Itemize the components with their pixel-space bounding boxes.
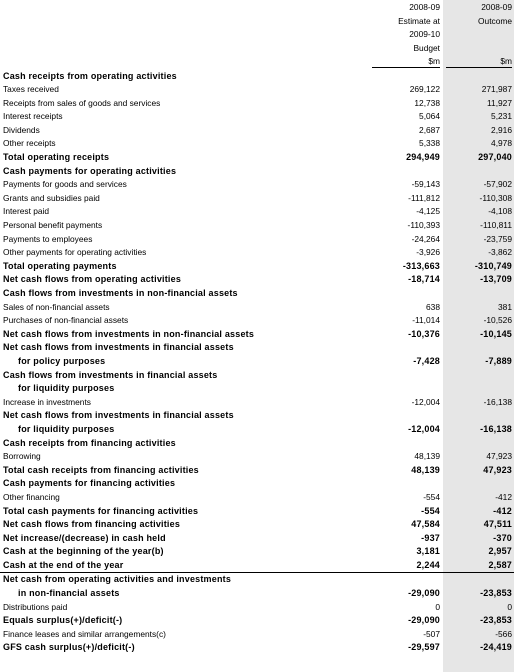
estimate-value: -7,428 — [413, 355, 440, 366]
estimate-value: -18,714 — [408, 274, 440, 285]
estimate-value: -24,264 — [411, 233, 440, 244]
outcome-value: -412 — [493, 505, 512, 516]
table-row — [0, 423, 514, 437]
header-col1-units: $m — [428, 56, 440, 66]
table-row — [0, 273, 514, 287]
row-label: Cash receipts from financing activities — [3, 437, 176, 448]
row-label: for liquidity purposes — [18, 383, 115, 394]
outcome-value: -23,853 — [480, 615, 512, 626]
table-row — [0, 137, 514, 151]
table-row — [0, 518, 514, 532]
outcome-value: -310,749 — [474, 260, 512, 271]
estimate-value: 3,181 — [416, 546, 440, 557]
table-row — [0, 369, 514, 383]
row-label: Total operating receipts — [3, 152, 110, 163]
header-col1-line2: Estimate at — [398, 15, 440, 26]
outcome-value: -10,145 — [480, 328, 512, 339]
table-row — [0, 532, 514, 546]
estimate-value: -110,393 — [407, 220, 440, 231]
estimate-value: -937 — [421, 532, 440, 543]
estimate-value: -29,090 — [408, 615, 440, 626]
estimate-value: -12,004 — [411, 396, 440, 407]
outcome-value: -16,138 — [483, 396, 512, 407]
row-label: Cash payments for operating activities — [3, 165, 177, 176]
row-label: Total operating payments — [3, 260, 117, 271]
row-label: Finance leases and similar arrangements(c) — [3, 628, 166, 639]
row-label: Taxes received — [3, 84, 59, 95]
estimate-value: 2,244 — [416, 559, 440, 570]
table-body — [0, 70, 514, 656]
row-label: Cash flows from investments in financial assets — [3, 369, 218, 380]
estimate-value: 12,738 — [414, 97, 440, 108]
header-col2-units: $m — [500, 56, 512, 66]
estimate-value: 5,064 — [419, 111, 440, 122]
estimate-value: 47,584 — [411, 519, 440, 530]
header-col1-line1: 2008-09 — [409, 2, 440, 12]
table-row — [0, 505, 514, 519]
header-col2-line1: 2008-09 — [481, 2, 512, 12]
table-row — [0, 587, 514, 601]
row-label: Payments for goods and services — [3, 179, 127, 190]
row-label: Other receipts — [3, 138, 56, 149]
estimate-value: -29,597 — [408, 642, 440, 653]
outcome-value: 2,957 — [488, 546, 512, 557]
table-row — [0, 301, 514, 315]
row-label: in non-financial assets — [18, 588, 120, 599]
row-label: Receipts from sales of goods and services — [3, 97, 161, 108]
outcome-value: -110,811 — [480, 220, 512, 231]
row-label: Cash at the beginning of the year(b) — [3, 546, 164, 557]
table-row — [0, 233, 514, 247]
table-row — [0, 641, 514, 655]
estimate-value: 2,687 — [419, 124, 440, 135]
header-row — [0, 27, 514, 41]
table-row — [0, 83, 514, 97]
header-row — [0, 41, 514, 55]
table-row — [0, 287, 514, 301]
row-label: Grants and subsidies paid — [3, 192, 100, 203]
table-row — [0, 491, 514, 505]
table-row — [0, 437, 514, 451]
table-row — [0, 601, 514, 615]
outcome-value: -10,526 — [483, 315, 512, 326]
row-label: Net increase/(decrease) in cash held — [3, 532, 166, 543]
outcome-value: -110,308 — [479, 192, 512, 203]
header-rule-right — [446, 67, 512, 68]
outcome-value: -24,419 — [480, 642, 512, 653]
table-row — [0, 477, 514, 491]
table-row — [0, 219, 514, 233]
table-row — [0, 341, 514, 355]
outcome-value: -4,108 — [488, 206, 512, 217]
table-row — [0, 559, 514, 573]
estimate-value: 0 — [435, 601, 440, 612]
table-row — [0, 314, 514, 328]
estimate-value: -11,014 — [412, 315, 440, 326]
header-col2-line2: Outcome — [478, 15, 512, 26]
table-row — [0, 260, 514, 274]
outcome-value: -57,902 — [483, 179, 512, 190]
row-label: Dividends — [3, 124, 40, 135]
header-row — [0, 14, 514, 28]
row-label: Cash receipts from operating activities — [3, 70, 177, 81]
estimate-value: -111,812 — [408, 192, 440, 203]
table-row — [0, 97, 514, 111]
estimate-value: -10,376 — [408, 328, 440, 339]
table-row — [0, 409, 514, 423]
outcome-value: -7,889 — [485, 355, 512, 366]
row-label: Interest paid — [3, 206, 50, 217]
outcome-value: -370 — [493, 532, 512, 543]
row-label: for liquidity purposes — [18, 423, 115, 434]
row-label: Cash payments for financing activities — [3, 478, 176, 489]
outcome-value: -3,862 — [488, 247, 512, 258]
outcome-value: 0 — [507, 601, 512, 612]
outcome-value: -13,709 — [480, 274, 512, 285]
row-label: Total cash receipts from financing activities — [3, 464, 199, 475]
row-label: Sales of non-financial assets — [3, 301, 110, 312]
estimate-value: -4,125 — [416, 206, 440, 217]
outcome-value: 11,927 — [487, 97, 512, 108]
estimate-value: 638 — [426, 301, 440, 312]
row-label: Payments to employees — [3, 233, 93, 244]
table-row — [0, 205, 514, 219]
header-col1-line4: Budget — [413, 42, 440, 53]
table-row — [0, 614, 514, 628]
outcome-value: 47,923 — [486, 451, 512, 462]
estimate-value: 48,139 — [411, 464, 440, 475]
outcome-value: -23,759 — [483, 233, 512, 244]
estimate-value: -12,004 — [408, 423, 440, 434]
estimate-value: 48,139 — [414, 451, 440, 462]
row-label: GFS cash surplus(+)/deficit(-) — [3, 642, 135, 653]
estimate-value: -313,663 — [402, 260, 440, 271]
table-row — [0, 192, 514, 206]
outcome-value: 2,916 — [491, 124, 512, 135]
estimate-value: -554 — [423, 491, 440, 502]
row-label: Other financing — [3, 491, 60, 502]
row-label: Total cash payments for financing activities — [3, 505, 199, 516]
estimate-value: -29,090 — [408, 588, 440, 599]
outcome-value: -23,853 — [480, 588, 512, 599]
table-row — [0, 355, 514, 369]
estimate-value: -3,926 — [416, 247, 440, 258]
header-rule-left — [372, 67, 440, 68]
row-label: Net cash flows from investments in financial assets — [3, 342, 234, 353]
row-label: for policy purposes — [18, 355, 106, 366]
row-label: Net cash flows from investments in non-financial assets — [3, 328, 255, 339]
table-row — [0, 572, 514, 587]
row-label: Interest receipts — [3, 111, 63, 122]
outcome-value: -566 — [495, 628, 512, 639]
row-label: Other payments for operating activities — [3, 247, 147, 258]
table-row — [0, 382, 514, 396]
row-label: Increase in investments — [3, 396, 91, 407]
row-label: Cash at the end of the year — [3, 559, 124, 570]
row-label: Net cash flows from investments in financial assets — [3, 410, 234, 421]
row-label: Equals surplus(+)/deficit(-) — [3, 615, 123, 626]
row-label: Net cash flows from operating activities — [3, 274, 182, 285]
table-row — [0, 178, 514, 192]
estimate-value: 5,338 — [419, 138, 440, 149]
estimate-value: 294,949 — [406, 152, 440, 163]
table-row — [0, 628, 514, 642]
table-row — [0, 396, 514, 410]
table-row — [0, 246, 514, 260]
table-row — [0, 110, 514, 124]
outcome-value: -412 — [495, 491, 512, 502]
table-row — [0, 450, 514, 464]
outcome-value: 381 — [498, 301, 512, 312]
table-row — [0, 165, 514, 179]
header-col1-line3: 2009-10 — [409, 29, 440, 39]
table-row — [0, 328, 514, 342]
row-label: Net cash from operating activities and investments — [3, 574, 232, 585]
row-label: Net cash flows from financing activities — [3, 519, 181, 530]
row-label: Borrowing — [3, 451, 41, 462]
outcome-value: 47,923 — [483, 464, 512, 475]
table-header — [0, 0, 514, 70]
outcome-value: 2,587 — [488, 559, 512, 570]
row-label: Purchases of non-financial assets — [3, 315, 129, 326]
outcome-value: 297,040 — [478, 152, 512, 163]
outcome-value: 4,978 — [491, 138, 512, 149]
estimate-value: -554 — [421, 505, 440, 516]
row-label: Distributions paid — [3, 601, 68, 612]
row-label: Personal benefit payments — [3, 220, 103, 231]
outcome-value: 47,511 — [483, 519, 512, 530]
header-row-units — [0, 54, 514, 68]
outcome-value: 5,231 — [491, 111, 512, 122]
header-row — [0, 0, 514, 14]
outcome-value: -16,138 — [480, 423, 512, 434]
row-label: Cash flows from investments in non-financial assets — [3, 288, 238, 298]
estimate-value: -507 — [423, 628, 440, 639]
estimate-value: 269,122 — [409, 84, 440, 95]
table-row — [0, 545, 514, 559]
table-row — [0, 464, 514, 478]
table-row — [0, 124, 514, 138]
table-row — [0, 70, 514, 84]
table-row — [0, 151, 514, 165]
estimate-value: -59,143 — [411, 179, 440, 190]
outcome-value: 271,987 — [481, 84, 512, 95]
